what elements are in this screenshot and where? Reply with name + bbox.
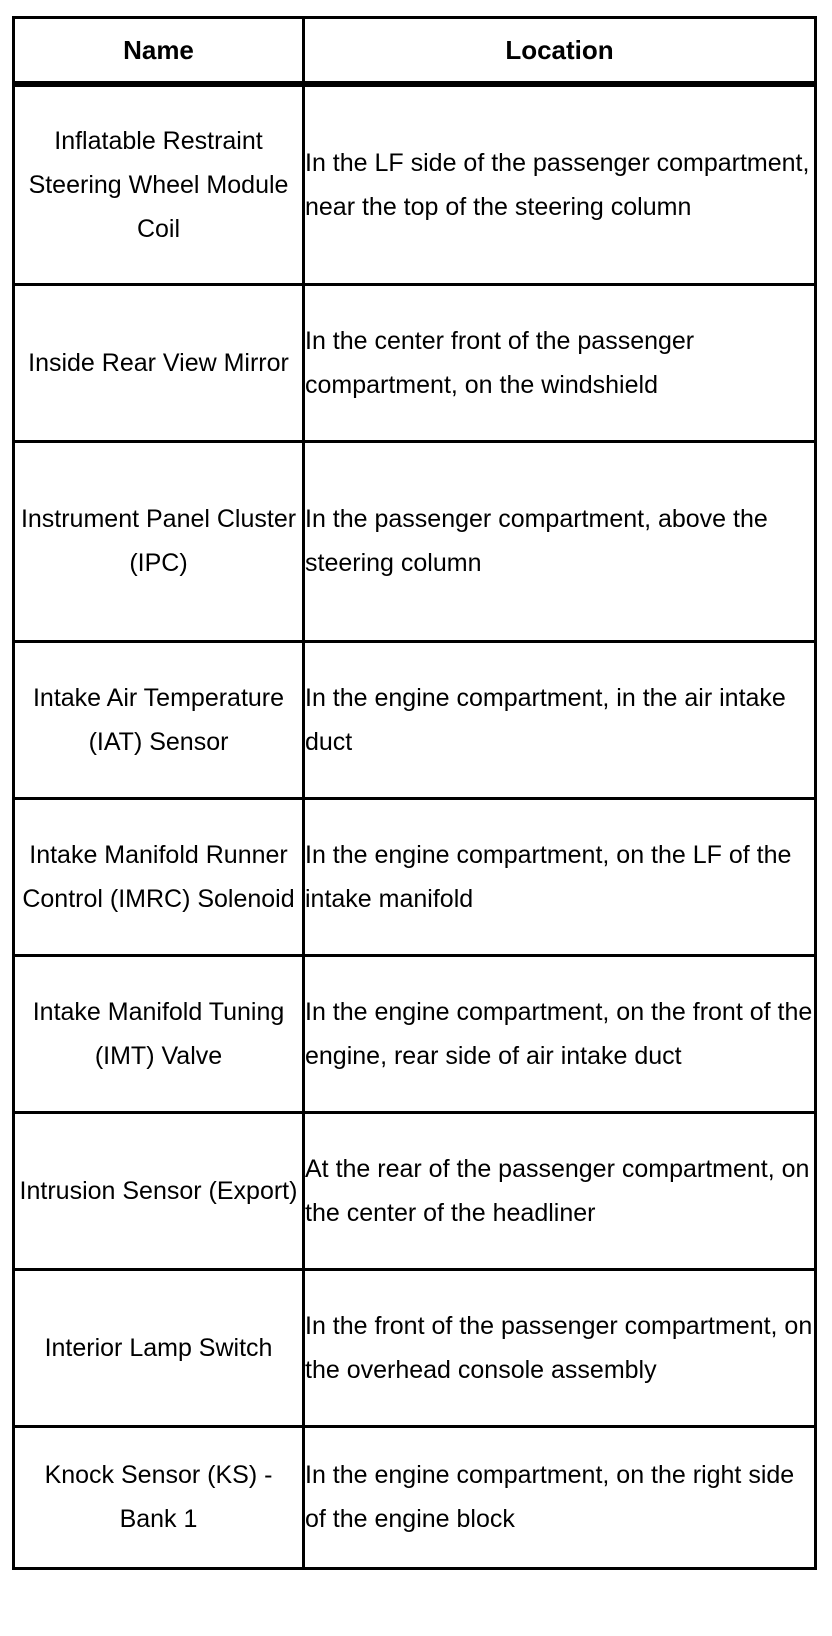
header-name: Name — [14, 18, 304, 85]
table-row — [14, 1269, 816, 1426]
location-cell: In the engine compartment, on the right side of the engine block — [304, 1426, 816, 1568]
table-row — [14, 84, 816, 284]
location-cell: In the center front of the passenger compartment, on the windshield — [304, 284, 816, 441]
name-cell: Intake Manifold Tuning (IMT) Valve — [14, 955, 304, 1112]
location-cell: In the engine compartment, on the LF of the intake manifold — [304, 798, 816, 955]
location-cell: In the engine compartment, on the front of the engine, rear side of air intake duct — [304, 955, 816, 1112]
table-row — [14, 441, 816, 641]
name-cell: Interior Lamp Switch — [14, 1269, 304, 1426]
location-cell: At the rear of the passenger compartment, on the center of the headliner — [304, 1112, 816, 1269]
name-cell: Intrusion Sensor (Export) — [14, 1112, 304, 1269]
component-location-table — [12, 16, 817, 1570]
name-cell: Instrument Panel Cluster (IPC) — [14, 441, 304, 641]
name-cell: Inside Rear View Mirror — [14, 284, 304, 441]
table-row — [14, 641, 816, 798]
header-location: Location — [304, 18, 816, 85]
location-cell: In the passenger compartment, above the steering column — [304, 441, 816, 641]
location-cell: In the engine compartment, in the air intake duct — [304, 641, 816, 798]
location-cell: In the front of the passenger compartment, on the overhead console assembly — [304, 1269, 816, 1426]
name-cell: Knock Sensor (KS) - Bank 1 — [14, 1426, 304, 1568]
name-cell: Intake Manifold Runner Control (IMRC) Solenoid — [14, 798, 304, 955]
table-row — [14, 798, 816, 955]
table-row — [14, 955, 816, 1112]
name-cell: Inflatable Restraint Steering Wheel Module Coil — [14, 84, 304, 284]
name-cell: Intake Air Temperature (IAT) Sensor — [14, 641, 304, 798]
table-header-row — [14, 18, 816, 85]
table-row — [14, 1112, 816, 1269]
table-row — [14, 284, 816, 441]
location-cell: In the LF side of the passenger compartment, near the top of the steering column — [304, 84, 816, 284]
table-row — [14, 1426, 816, 1568]
